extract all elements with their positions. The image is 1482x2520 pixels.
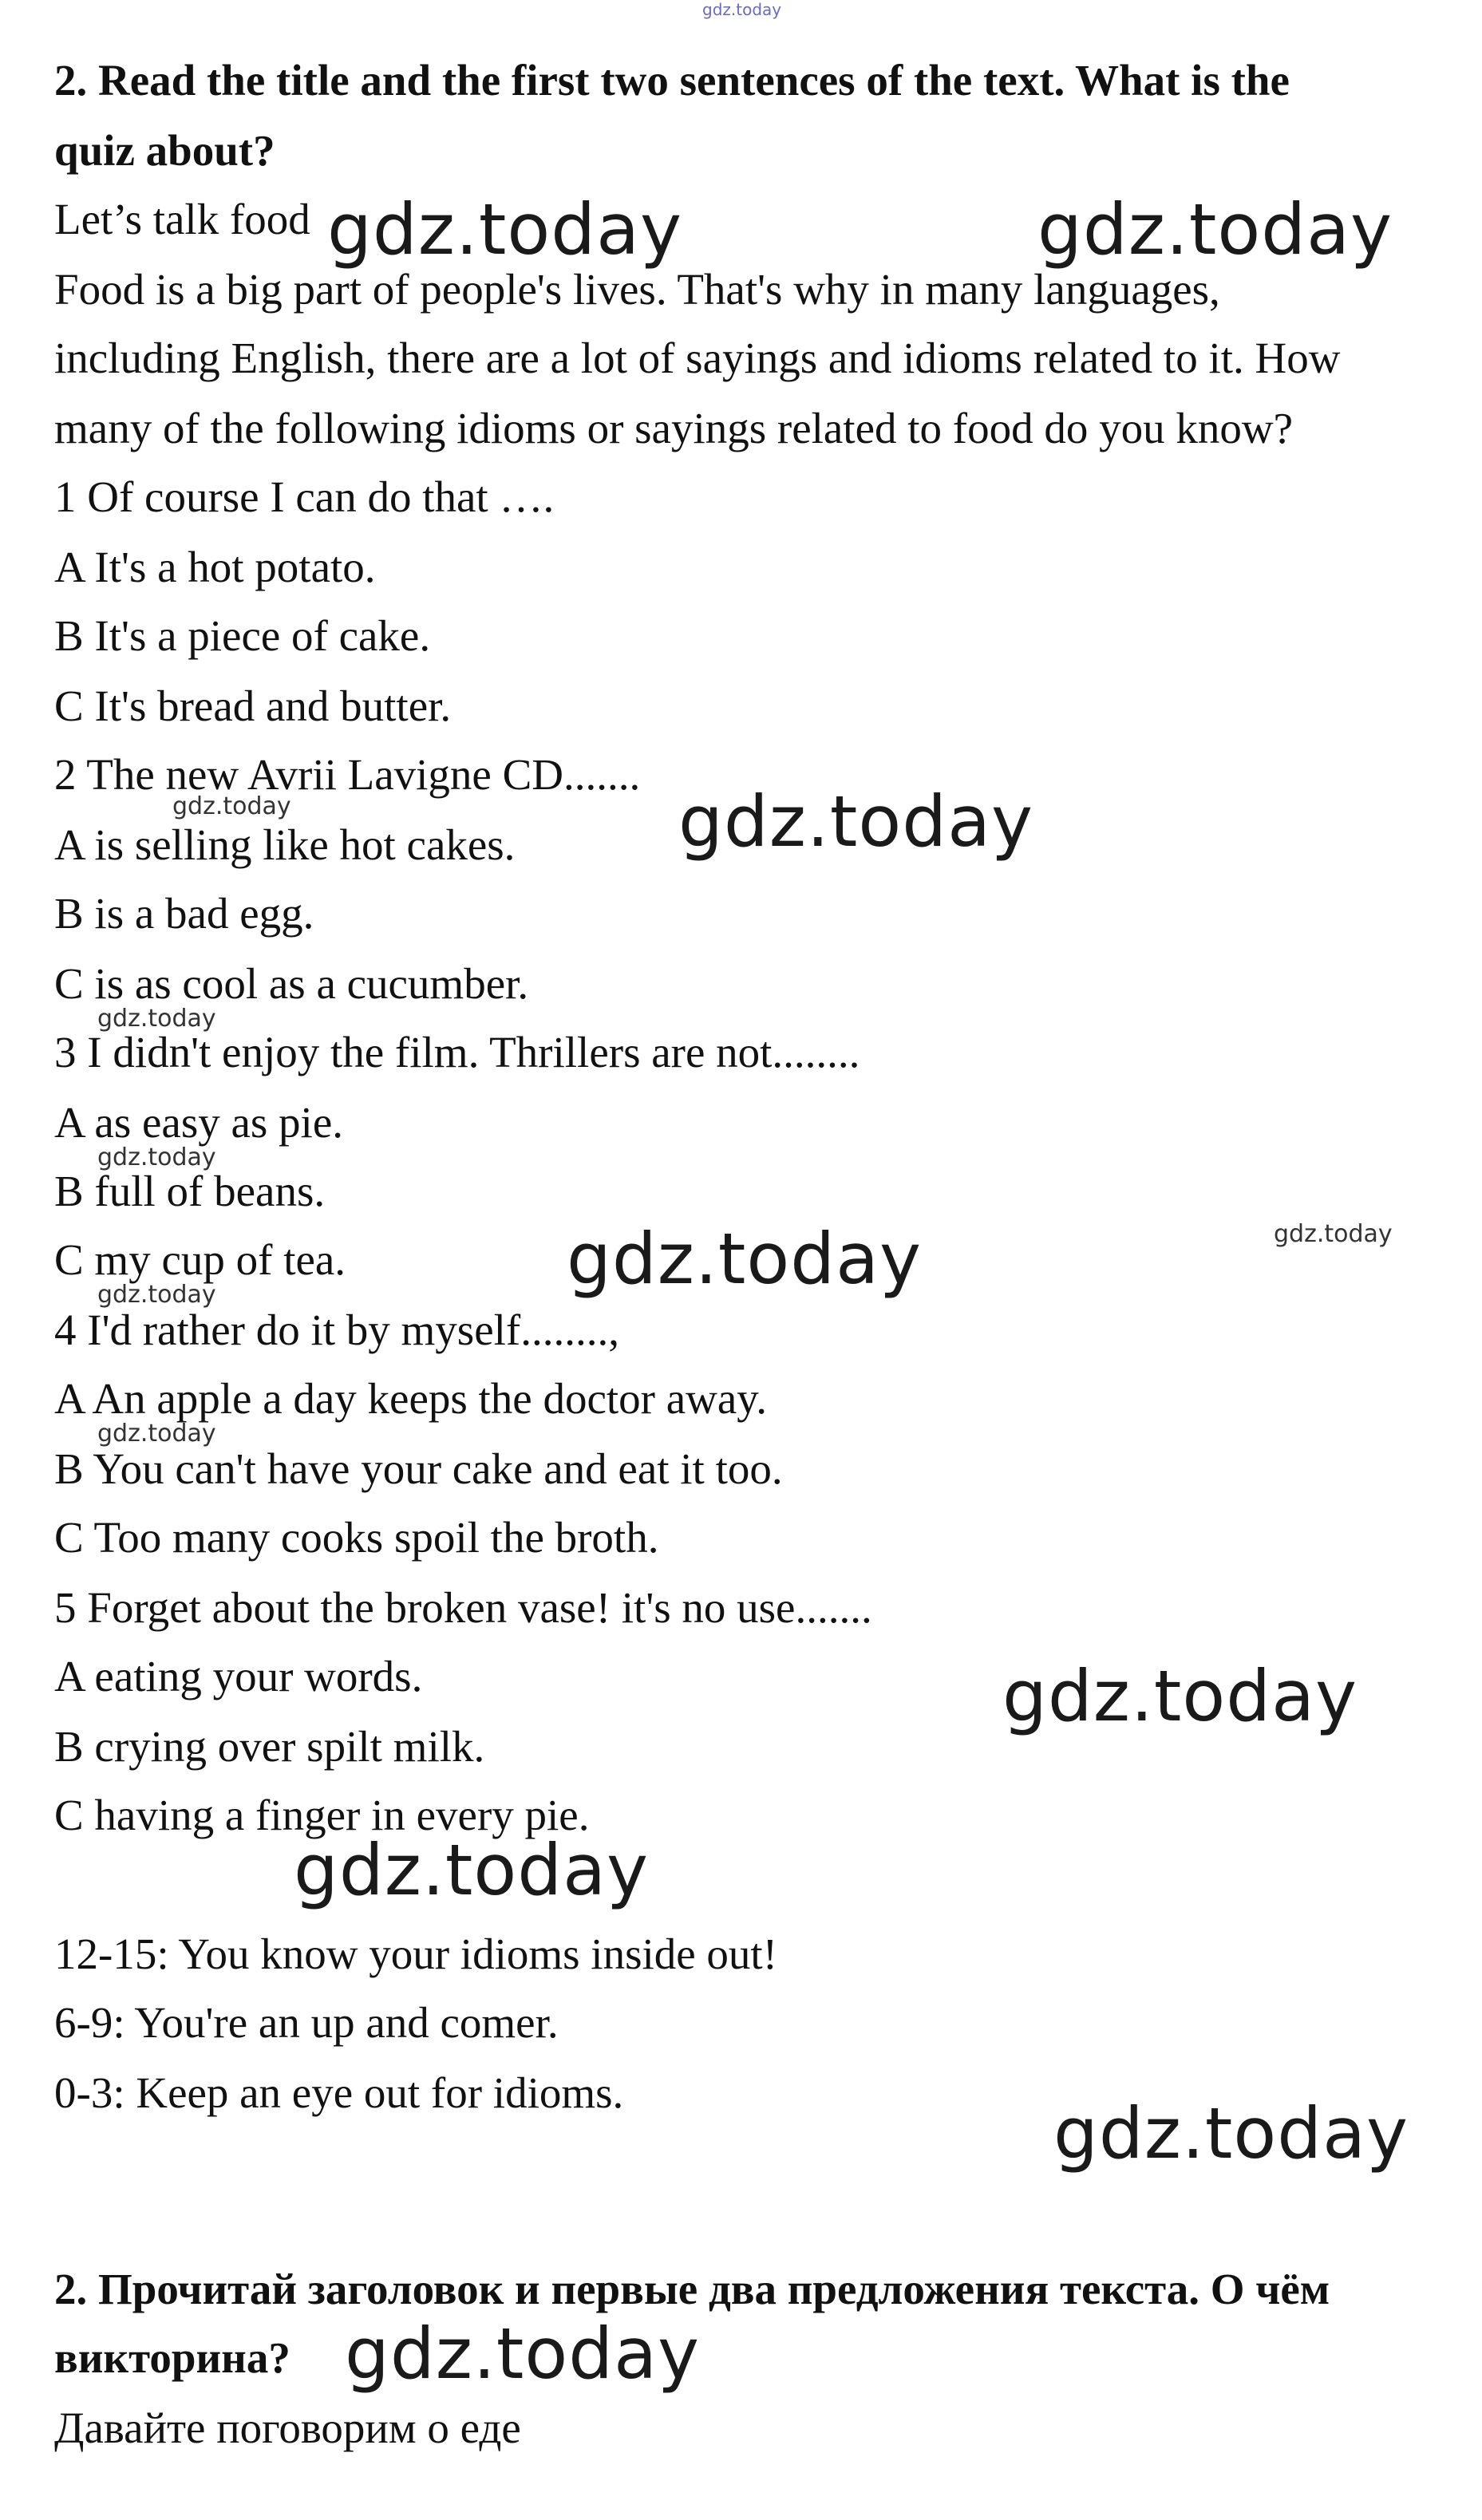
question-5-option-a: A eating your words.: [54, 1652, 423, 1700]
question-1-option-c: C It's bread and butter.: [54, 681, 452, 730]
question-1-option-b: B It's a piece of cake.: [54, 611, 431, 660]
translation-heading-line1: 2. Прочитай заголовок и первые два предложения текста. О чём: [54, 2265, 1330, 2313]
watermark-small-2: gdz.today: [97, 1005, 216, 1033]
watermark-small-1: gdz.today: [172, 792, 291, 820]
watermark-6: gdz.today: [294, 1829, 650, 1911]
question-2-option-a: A is selling like hot cakes.: [54, 820, 516, 869]
watermark-small-4: gdz.today: [1274, 1220, 1393, 1248]
question-5-option-c: C having a finger in every pie.: [54, 1791, 590, 1839]
watermark-small-5: gdz.today: [97, 1281, 216, 1309]
task-heading-line1: 2. Read the title and the first two sentences of the text. What is the: [54, 56, 1290, 105]
watermark-top: gdz.today: [702, 0, 782, 19]
question-2: 2 The new Avrii Lavigne CD.......: [54, 750, 641, 799]
watermark-4: gdz.today: [567, 1218, 923, 1300]
text-title: Let’s talk food: [54, 195, 310, 243]
result-low: 0-3: Keep an eye out for idioms.: [54, 2068, 624, 2117]
watermark-3: gdz.today: [678, 780, 1034, 863]
question-5: 5 Forget about the broken vase! it's no use.......: [54, 1583, 872, 1632]
result-mid: 6-9: You're an up and comer.: [54, 1998, 559, 2047]
translation-title: Давайте поговорим о еде: [54, 2403, 521, 2452]
question-3-option-b: B full of beans.: [54, 1167, 326, 1215]
intro-line-2: including English, there are a lot of sayings and idioms related to it. How: [54, 334, 1341, 382]
question-1-option-a: A It's a hot potato.: [54, 543, 376, 591]
question-3-option-a: A as easy as pie.: [54, 1098, 343, 1147]
question-2-option-c: C is as cool as a cucumber.: [54, 959, 529, 1008]
question-4: 4 I'd rather do it by myself........,: [54, 1305, 619, 1354]
question-4-option-c: C Too many cooks spoil the broth.: [54, 1513, 659, 1562]
result-high: 12-15: You know your idioms inside out!: [54, 1929, 778, 1978]
question-3: 3 I didn't enjoy the film. Thrillers are not........: [54, 1028, 860, 1076]
question-5-option-b: B crying over spilt milk.: [54, 1722, 485, 1771]
question-4-option-b: B You can't have your cake and eat it too.: [54, 1444, 783, 1493]
watermark-2: gdz.today: [1037, 188, 1393, 271]
question-2-option-b: B is a bad egg.: [54, 889, 314, 938]
intro-line-1: Food is a big part of people's lives. That's why in many languages,: [54, 265, 1220, 314]
watermark-1: gdz.today: [327, 188, 683, 271]
translation-heading-line2: викторина?: [54, 2333, 290, 2382]
watermark-7: gdz.today: [1053, 2092, 1409, 2174]
task-heading-line2: quiz about?: [54, 126, 275, 175]
question-3-option-c: C my cup of tea.: [54, 1235, 346, 1284]
intro-line-3: many of the following idioms or sayings related to food do you know?: [54, 404, 1293, 452]
question-1: 1 Of course I can do that ….: [54, 472, 555, 521]
watermark-small-6: gdz.today: [97, 1420, 216, 1448]
watermark-5: gdz.today: [1002, 1655, 1358, 1737]
watermark-8: gdz.today: [345, 2313, 701, 2395]
question-4-option-a: A An apple a day keeps the doctor away.: [54, 1374, 767, 1423]
watermark-small-3: gdz.today: [97, 1143, 216, 1171]
